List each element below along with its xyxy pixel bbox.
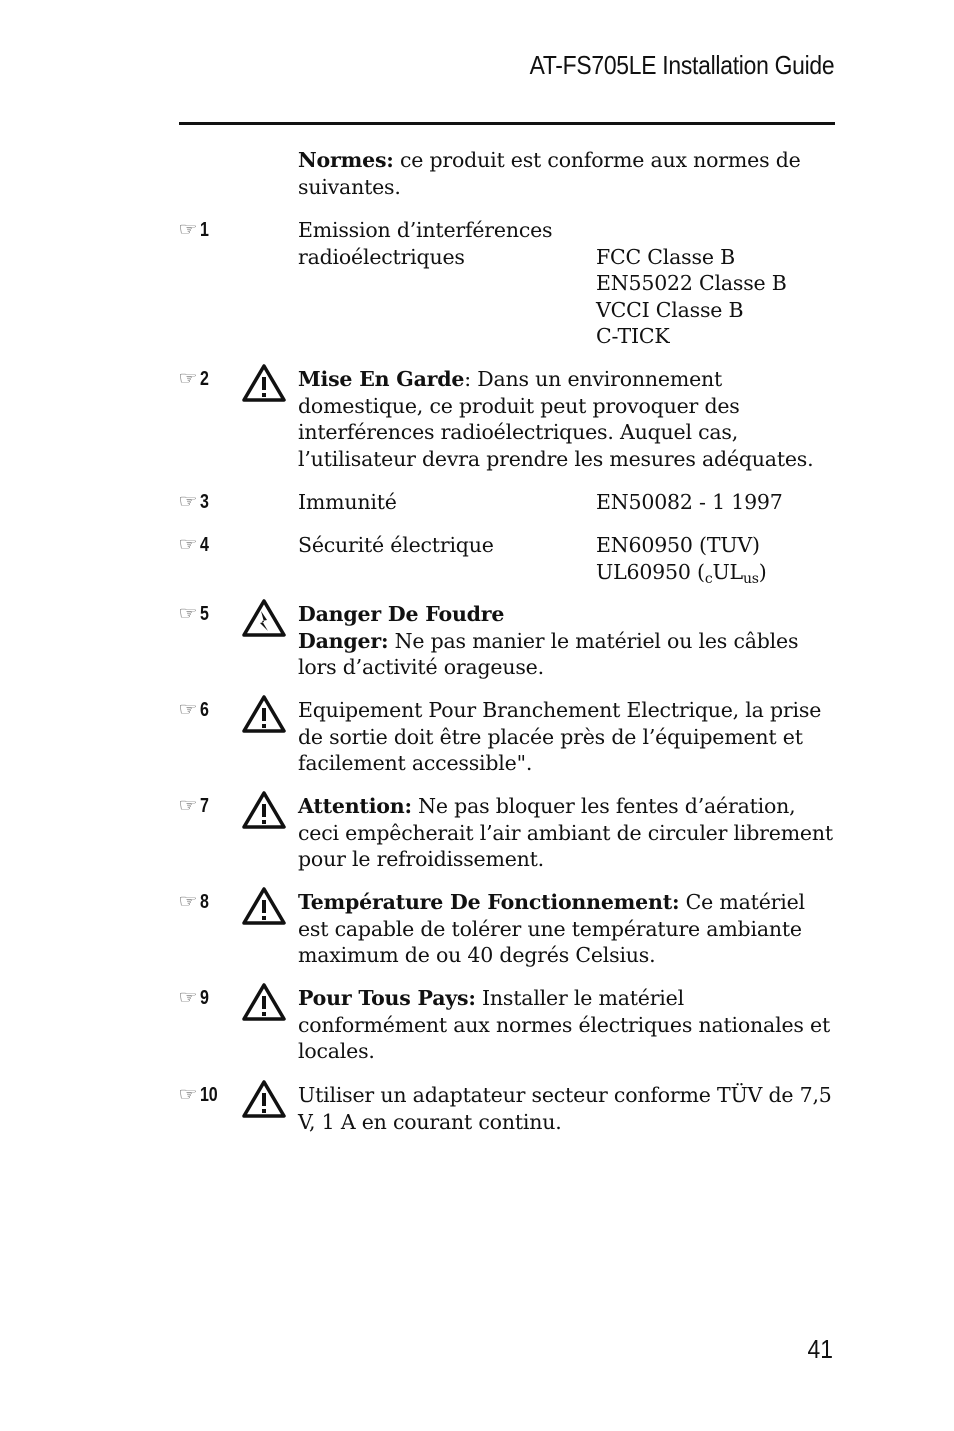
warning-triangle-icon <box>240 789 288 831</box>
standard-value <box>596 559 767 586</box>
pointing-hand-icon: ☞ <box>178 603 198 624</box>
item-body <box>298 793 838 873</box>
standard-value: VCCI Classe B <box>596 297 744 322</box>
lightning-warning-icon <box>240 597 288 639</box>
item-body: Equipement Pour Branchement Electrique, la prise de sortie doit être placée près de l’équipement et facilement accessible". <box>298 698 822 775</box>
item-label: Sécurité électrique <box>298 533 494 557</box>
item-bold-label: Pour Tous Pays: <box>298 986 476 1010</box>
pointing-hand-icon: ☞ <box>178 987 198 1008</box>
item-number: 10 <box>199 1084 218 1106</box>
item-body: Utiliser un adaptateur secteur conforme TÜV de 7,5 V, 1 A en courant continu. <box>298 1083 832 1134</box>
item-number: 7 <box>199 795 209 817</box>
item-marker <box>180 699 211 721</box>
item-text: Ce matériel est capable de tolérer une température ambiante maximum de ou 40 degrés Celsius. <box>298 890 805 967</box>
warning-triangle-icon <box>240 981 288 1023</box>
item-label-line: radioélectriques <box>298 244 465 269</box>
item-number: 9 <box>199 987 209 1009</box>
standard-value: FCC Classe B <box>596 244 735 269</box>
item-marker <box>180 219 211 241</box>
item-body <box>298 889 838 969</box>
item-body <box>298 985 838 1065</box>
item-label: Immunité <box>298 490 397 514</box>
standard-part: ) <box>758 559 767 584</box>
pointing-hand-icon: ☞ <box>178 368 198 389</box>
item-standards <box>596 244 787 350</box>
standard-value: C-TICK <box>596 324 670 348</box>
item-bold-label: Mise En Garde <box>298 367 465 391</box>
item-marker <box>180 987 211 1009</box>
item-number: 3 <box>199 491 209 513</box>
item-number: 8 <box>199 891 209 913</box>
item-text: Installer le matériel conformément aux normes électriques nationales et locales. <box>298 986 830 1063</box>
item-bold-label: Température De Fonctionnement: <box>298 890 680 914</box>
item-marker <box>180 1084 222 1106</box>
item-bold-label: Attention: <box>298 794 412 818</box>
item-marker <box>180 891 211 913</box>
standard-value: EN60950 (TUV) <box>596 533 760 557</box>
warning-triangle-icon <box>240 1078 288 1120</box>
item-number: 1 <box>199 219 209 241</box>
page-number: 41 <box>807 1334 833 1364</box>
standard-part: UL60950 ( <box>596 559 705 584</box>
item-body <box>298 601 838 681</box>
item-standards <box>596 532 767 585</box>
warning-triangle-icon <box>240 693 288 735</box>
item-marker <box>180 491 211 513</box>
item-body <box>298 366 838 472</box>
standard-subscript: c <box>704 570 713 587</box>
item-marker <box>180 368 211 390</box>
item-number: 6 <box>199 699 209 721</box>
pointing-hand-icon: ☞ <box>178 1084 198 1105</box>
standard-part: UL <box>712 559 743 584</box>
running-header: AT-FS705LE Installation Guide <box>529 50 834 80</box>
item-number: 5 <box>199 603 209 625</box>
item-label-line: Emission d’interférences <box>298 218 553 242</box>
pointing-hand-icon: ☞ <box>178 219 198 240</box>
intro-paragraph <box>298 147 838 200</box>
item-number: 2 <box>199 368 209 390</box>
intro-text: ce produit est conforme aux normes de suivantes. <box>298 148 801 199</box>
item-marker <box>180 534 211 556</box>
pointing-hand-icon: ☞ <box>178 699 198 720</box>
standard-subscript: us <box>742 570 759 587</box>
item-text: : Dans un environnement domestique, ce produit peut provoquer des interférences radioélectriques. Auquel cas, l’utilisateur devra prendre les mesures adéquates. <box>298 367 814 471</box>
intro-label: Normes: <box>298 148 394 172</box>
header-rule <box>179 122 835 125</box>
warning-triangle-icon <box>240 362 288 404</box>
standard-value: EN50082 - 1 1997 <box>596 490 783 514</box>
item-text: Ne pas manier le matériel ou les câbles lors d’activité orageuse. <box>298 628 799 679</box>
standard-value: EN55022 Classe B <box>596 271 787 295</box>
item-bold-label: Danger: <box>298 628 389 653</box>
warning-triangle-icon <box>240 885 288 927</box>
item-marker <box>180 603 211 625</box>
item-title: Danger De Foudre <box>298 602 505 626</box>
item-number: 4 <box>199 534 209 556</box>
pointing-hand-icon: ☞ <box>178 491 198 512</box>
item-marker <box>180 795 211 817</box>
item-label <box>298 217 552 270</box>
pointing-hand-icon: ☞ <box>178 795 198 816</box>
item-text: Ne pas bloquer les fentes d’aération, ceci empêcherait l’air ambiant de circuler librement pour le refroidissement. <box>298 794 833 871</box>
pointing-hand-icon: ☞ <box>178 891 198 912</box>
pointing-hand-icon: ☞ <box>178 534 198 555</box>
